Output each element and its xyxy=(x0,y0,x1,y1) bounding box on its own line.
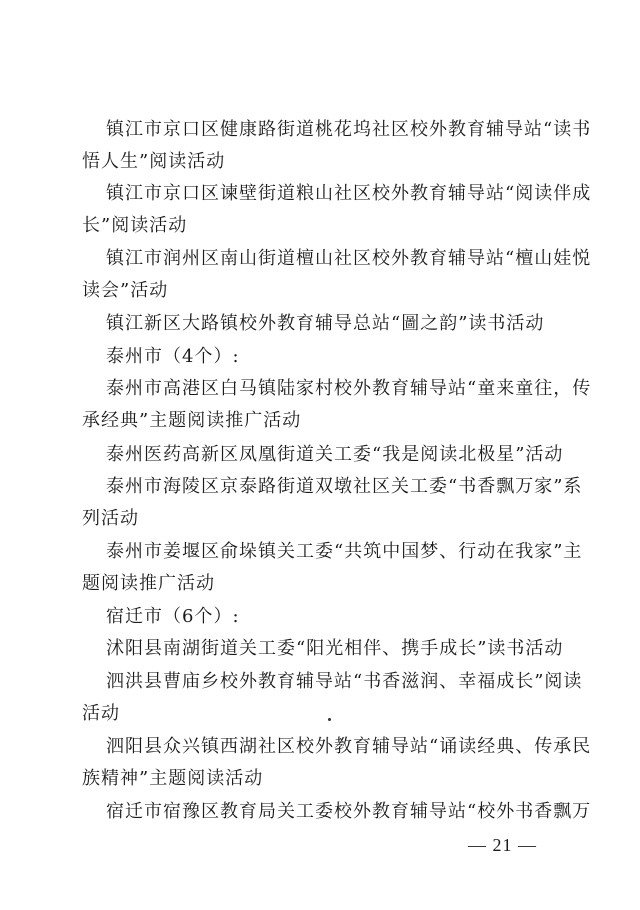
activity-item-line: 读会”活动 xyxy=(82,280,169,301)
activity-item-line: 泰州市姜堰区俞垛镇关工委“共筑中国梦、行动在我家”主 xyxy=(106,541,583,562)
activity-item-line: 泗阳县众兴镇西湖社区校外教育辅导站“诵读经典、传承民 xyxy=(106,736,592,757)
activity-item-line: 镇江市润州区南山街道檀山社区校外教育辅导站“檀山娃悦 xyxy=(106,248,592,269)
activity-item-line: 题阅读推广活动 xyxy=(82,573,215,594)
activity-item-line: 泰州医药高新区凤凰街道关工委“我是阅读北极星”活动 xyxy=(106,444,564,465)
activity-item-line: 沭阳县南湖街道关工委“阳光相伴、携手成长”读书活动 xyxy=(106,638,564,659)
activity-item-line: 列活动 xyxy=(82,508,139,529)
activity-item-line: 泰州市高港区白马镇陆家村校外教育辅导站“童来童往，传 xyxy=(106,378,592,399)
activity-item-line: 镇江市京口区谏壁街道粮山社区校外教育辅导站“阅读伴成 xyxy=(106,183,592,204)
scan-speck xyxy=(328,718,331,721)
page-number: — 21 — xyxy=(468,835,537,855)
activity-item-line: 长”阅读活动 xyxy=(82,215,188,236)
activity-item-line: 镇江市京口区健康路街道桃花坞社区校外教育辅导站“读书 xyxy=(106,119,592,140)
activity-item-line: 悟人生”阅读活动 xyxy=(82,151,226,172)
section-heading-suqian: 宿迁市（6个）: xyxy=(106,606,240,627)
activity-item-line: 宿迁市宿豫区教育局关工委校外教育辅导站“校外书香飘万 xyxy=(106,801,592,822)
activity-item-line: 承经典”主题阅读推广活动 xyxy=(82,410,302,431)
activity-item-line: 活动 xyxy=(82,703,120,724)
activity-item-line: 镇江新区大路镇校外教育辅导总站“圖之韵”读书活动 xyxy=(106,313,545,334)
activity-item-line: 泗洪县曹庙乡校外教育辅导站“书香滋润、幸福成长”阅读 xyxy=(106,671,583,692)
activity-item-line: 泰州市海陵区京泰路街道双墩社区关工委“书香飘万家”系 xyxy=(106,476,583,497)
activity-item-line: 族精神”主题阅读活动 xyxy=(82,768,264,789)
section-heading-taizhou: 泰州市（4个）: xyxy=(106,346,240,367)
